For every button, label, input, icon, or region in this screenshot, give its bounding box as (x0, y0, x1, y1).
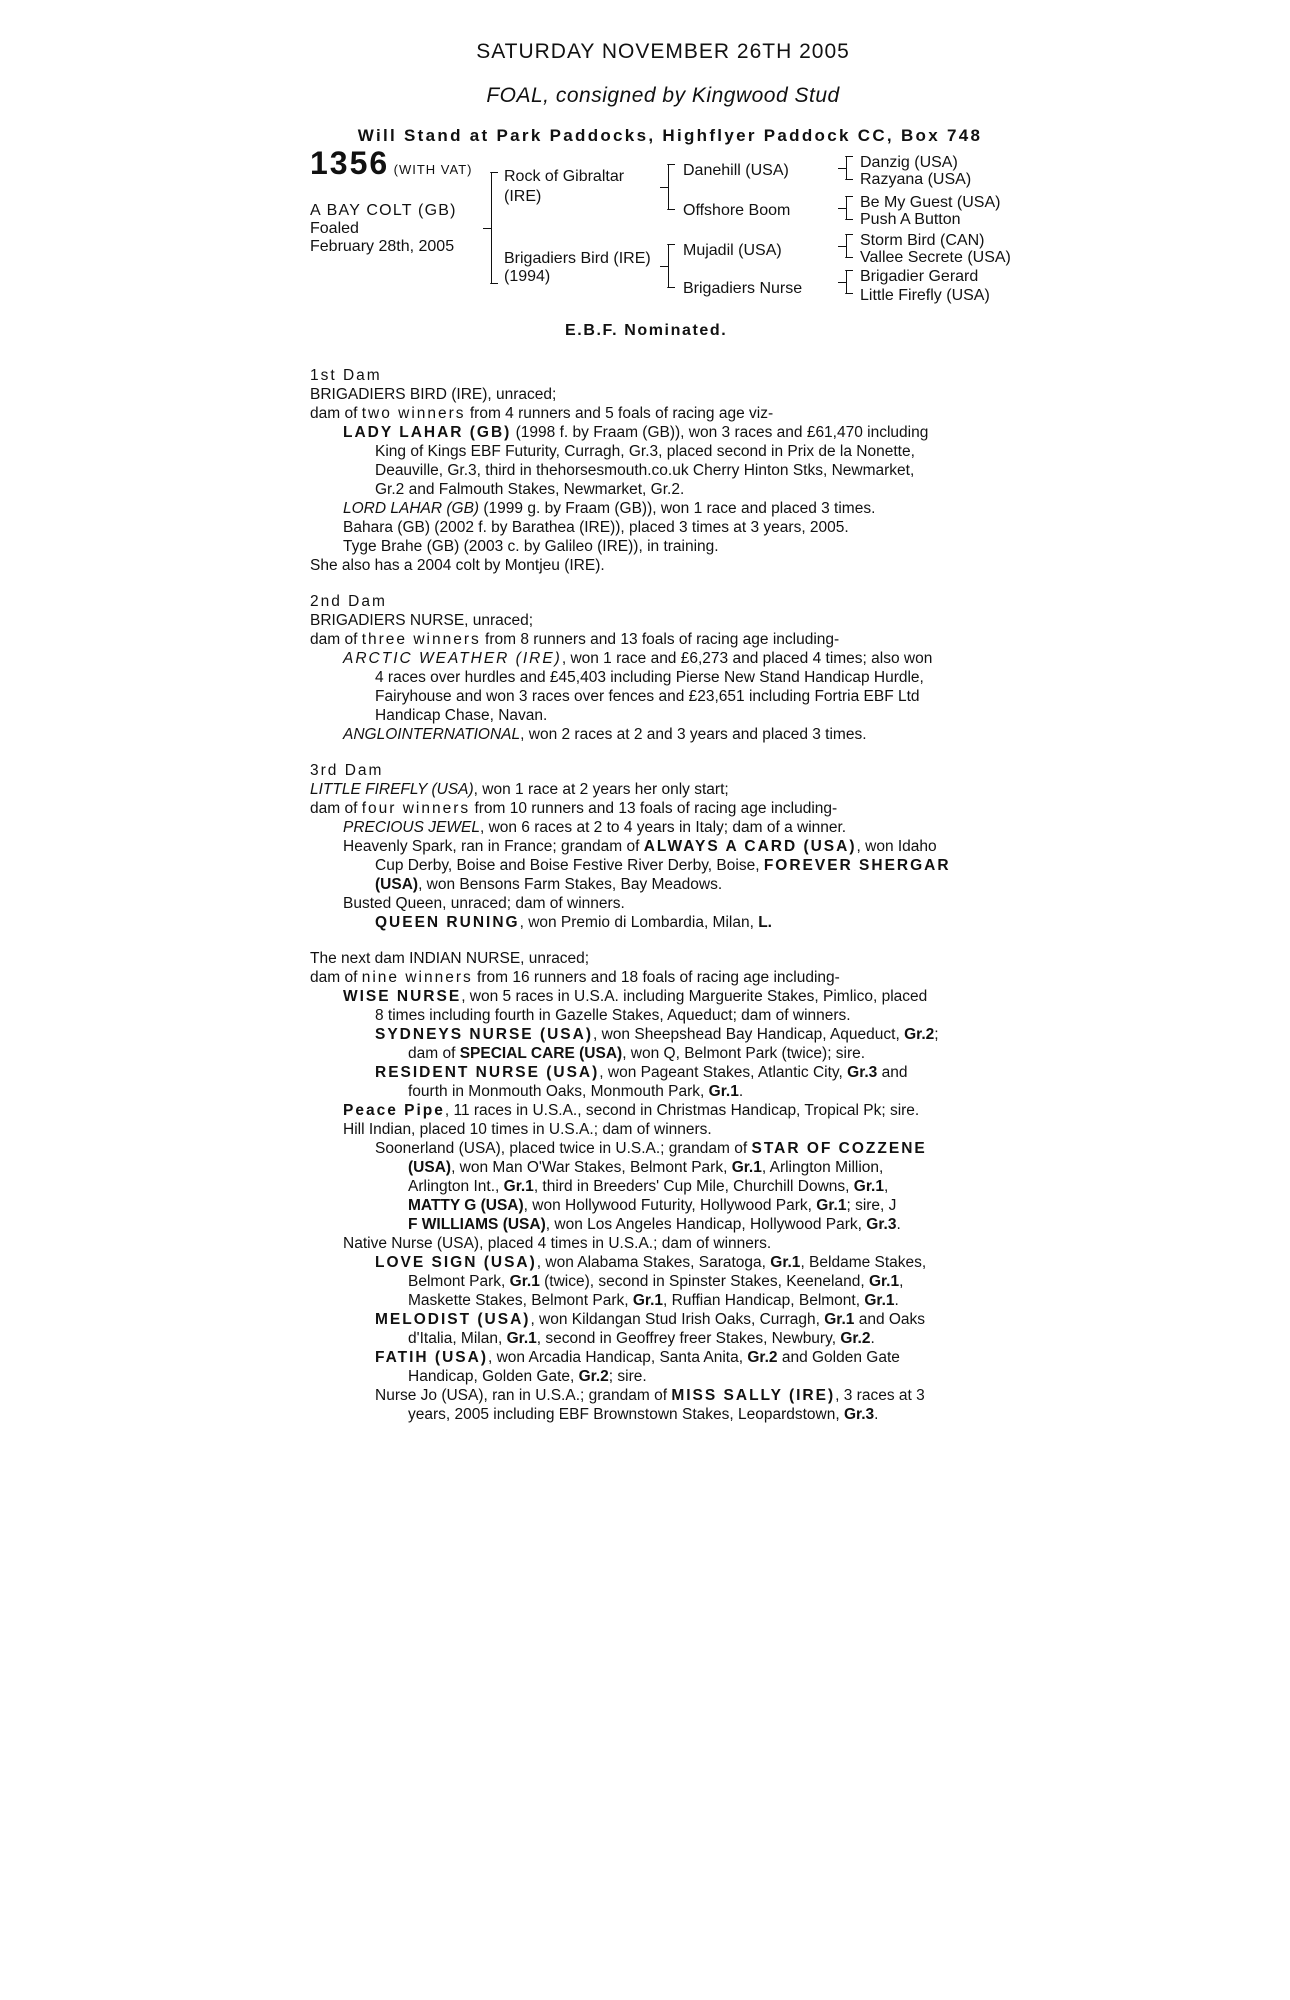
progeny-line: King of Kings EBF Futurity, Curragh, Gr.3, placed second in Prix de la Nonette, (375, 443, 915, 460)
dam-name: Brigadiers Bird (IRE) (504, 250, 651, 267)
progeny-line: LORD LAHAR (GB) (1999 g. by Fraam (GB)), won 1 race and placed 3 times. (343, 500, 876, 517)
consignor-line: FOAL, consigned by Kingwood Stud (486, 84, 840, 107)
ebf-nomination: E.B.F. Nominated. (565, 322, 728, 339)
progeny-line: Soonerland (USA), placed twice in U.S.A.; grandam of STAR OF COZZENE (375, 1140, 927, 1157)
dam-dam: Brigadiers Nurse (683, 280, 803, 297)
g-brace-2 (846, 196, 847, 220)
first-dam-section (310, 366, 1030, 575)
progeny-line: MATTY G (USA), won Hollywood Futurity, Hollywood Park, Gr.1; sire, J (408, 1197, 897, 1214)
grandsire-2: Be My Guest (USA) (860, 194, 1001, 211)
granddam-2: Push A Button (860, 211, 961, 228)
progeny-line: F WILLIAMS (USA), won Los Angeles Handicap, Hollywood Park, Gr.3. (408, 1216, 901, 1233)
dam-record-line: dam of nine winners from 16 runners and 18 foals of racing age including- (310, 969, 840, 986)
section-heading: 2nd Dam (310, 593, 387, 610)
dam-record-line: dam of two winners from 4 runners and 5 foals of racing age viz- (310, 405, 774, 422)
progeny-line: MELODIST (USA), won Kildangan Stud Irish Oaks, Curragh, Gr.1 and Oaks (375, 1311, 926, 1328)
pedigree-block (310, 145, 1030, 339)
progeny-line: Arlington Int., Gr.1, third in Breeders' Cup Mile, Churchill Downs, Gr.1, (408, 1178, 889, 1195)
progeny-line: 8 times including fourth in Gazelle Stakes, Aqueduct; dam of winners. (375, 1007, 851, 1024)
progeny-line: FATIH (USA), won Arcadia Handicap, Santa Anita, Gr.2 and Golden Gate (375, 1349, 900, 1366)
progeny-line: Deauville, Gr.3, third in thehorsesmouth.co.uk Cherry Hinton Stks, Newmarket, (375, 462, 915, 479)
section-heading: 1st Dam (310, 367, 382, 384)
dam-line: LITTLE FIREFLY (USA), won 1 race at 2 years her only start; (310, 781, 729, 798)
second-dam-section (310, 592, 1030, 744)
progeny-line: LOVE SIGN (USA), won Alabama Stakes, Saratoga, Gr.1, Beldame Stakes, (375, 1254, 927, 1271)
section-heading: 3rd Dam (310, 762, 384, 779)
progeny-line: dam of SPECIAL CARE (USA), won Q, Belmont Park (twice); sire. (408, 1045, 866, 1062)
vat-note: (WITH VAT) (393, 162, 473, 177)
progeny-line: (USA), won Bensons Farm Stakes, Bay Meadows. (375, 876, 723, 893)
dam-line: BRIGADIERS NURSE, unraced; (310, 612, 534, 629)
lot-description: A BAY COLT (GB) (310, 202, 457, 219)
dam-line: The next dam INDIAN NURSE, unraced; (310, 950, 590, 967)
progeny-line: Tyge Brahe (GB) (2003 c. by Galileo (IRE)), in training. (343, 538, 719, 555)
progeny-line: She also has a 2004 colt by Montjeu (IRE). (310, 557, 605, 574)
progeny-line: LADY LAHAR (GB) (1998 f. by Fraam (GB)), won 3 races and £61,470 including (343, 424, 929, 441)
progeny-line: QUEEN RUNING, won Premio di Lombardia, Milan, L. (375, 914, 772, 931)
progeny-line: Cup Derby, Boise and Boise Festive River Derby, Boise, FOREVER SHERGAR (375, 857, 951, 874)
progeny-line: Hill Indian, placed 10 times in U.S.A.; dam of winners. (343, 1121, 712, 1138)
next-dam-section (310, 949, 1030, 1424)
foaled-label: Foaled (310, 220, 359, 237)
sire-name-line2: (IRE) (504, 188, 542, 205)
progeny-line: (USA), won Man O'War Stakes, Belmont Park, Gr.1, Arlington Million, (408, 1159, 884, 1176)
progeny-line: Native Nurse (USA), placed 4 times in U.S.A.; dam of winners. (343, 1235, 772, 1252)
sire-sire: Danehill (USA) (683, 162, 789, 179)
progeny-line: Handicap, Golden Gate, Gr.2; sire. (408, 1368, 647, 1385)
progeny-line: Handicap Chase, Navan. (375, 707, 548, 724)
dam-record-line: dam of four winners from 10 runners and 13 foals of racing age including- (310, 800, 838, 817)
progeny-line: 4 races over hurdles and £45,403 including Pierse New Stand Handicap Hurdle, (375, 669, 924, 686)
progeny-line: Nurse Jo (USA), ran in U.S.A.; grandam of MISS SALLY (IRE), 3 races at 3 (375, 1387, 925, 1404)
pedigree-notes (310, 366, 1030, 1424)
progeny-line: ANGLOINTERNATIONAL, won 2 races at 2 and 3 years and placed 3 times. (343, 726, 867, 743)
g-brace-4 (846, 270, 847, 294)
grandsire-4: Brigadier Gerard (860, 268, 979, 285)
granddam-4: Little Firefly (USA) (860, 287, 990, 304)
granddam-1: Razyana (USA) (860, 171, 972, 188)
progeny-line: Heavenly Spark, ran in France; grandam of ALWAYS A CARD (USA), won Idaho (343, 838, 937, 855)
lot-number: 1356 (310, 145, 390, 181)
sire-dam: Offshore Boom (683, 202, 791, 219)
granddam-3: Vallee Secrete (USA) (860, 249, 1011, 266)
progeny-line: Bahara (GB) (2002 f. by Barathea (IRE)), placed 3 times at 3 years, 2005. (343, 519, 849, 536)
progeny-line: Busted Queen, unraced; dam of winners. (343, 895, 625, 912)
lot-number-line (310, 145, 473, 181)
grandsire-3: Storm Bird (CAN) (860, 232, 985, 249)
progeny-line: WISE NURSE, won 5 races in U.S.A. including Marguerite Stakes, Pimlico, placed (343, 988, 928, 1005)
progeny-line: SYDNEYS NURSE (USA), won Sheepshead Bay Handicap, Aqueduct, Gr.2; (375, 1026, 939, 1043)
third-dam-section (310, 761, 1030, 932)
dam-sire: Mujadil (USA) (683, 242, 782, 259)
progeny-line: Maskette Stakes, Belmont Park, Gr.1, Ruffian Handicap, Belmont, Gr.1. (408, 1292, 899, 1309)
progeny-line: Fairyhouse and won 3 races over fences and £23,651 including Fortria EBF Ltd (375, 688, 920, 705)
g-brace-1 (846, 156, 847, 180)
stand-location: Will Stand at Park Paddocks, Highflyer Paddock CC, Box 748 (357, 126, 983, 145)
sire-name: Rock of Gibraltar (504, 168, 625, 185)
g-brace-3 (846, 234, 847, 258)
catalogue-page (310, 40, 1030, 1424)
dam-record-line: dam of three winners from 8 runners and 13 foals of racing age including- (310, 631, 840, 648)
dam-brace (668, 244, 669, 288)
pedigree-brace-main (491, 172, 492, 284)
progeny-line: ARCTIC WEATHER (IRE), won 1 race and £6,273 and placed 4 times; also won (343, 650, 933, 667)
progeny-line: years, 2005 including EBF Brownstown Stakes, Leopardstown, Gr.3. (408, 1406, 879, 1423)
sire-brace (668, 164, 669, 210)
progeny-line: d'Italia, Milan, Gr.1, second in Geoffrey freer Stakes, Newbury, Gr.2. (408, 1330, 875, 1347)
progeny-line: RESIDENT NURSE (USA), won Pageant Stakes, Atlantic City, Gr.3 and (375, 1064, 908, 1081)
dam-line: BRIGADIERS BIRD (IRE), unraced; (310, 386, 557, 403)
progeny-line: Belmont Park, Gr.1 (twice), second in Spinster Stakes, Keeneland, Gr.1, (408, 1273, 904, 1290)
progeny-line: Gr.2 and Falmouth Stakes, Newmarket, Gr.2. (375, 481, 685, 498)
sale-date: SATURDAY NOVEMBER 26TH 2005 (476, 40, 850, 63)
grandsire-1: Danzig (USA) (860, 154, 958, 171)
foaled-date: February 28th, 2005 (310, 238, 455, 255)
dam-name-line2: (1994) (504, 268, 551, 285)
progeny-line: fourth in Monmouth Oaks, Monmouth Park, Gr.1. (408, 1083, 744, 1100)
progeny-line: PRECIOUS JEWEL, won 6 races at 2 to 4 years in Italy; dam of a winner. (343, 819, 847, 836)
progeny-line: Peace Pipe, 11 races in U.S.A., second in Christmas Handicap, Tropical Pk; sire. (343, 1102, 920, 1119)
